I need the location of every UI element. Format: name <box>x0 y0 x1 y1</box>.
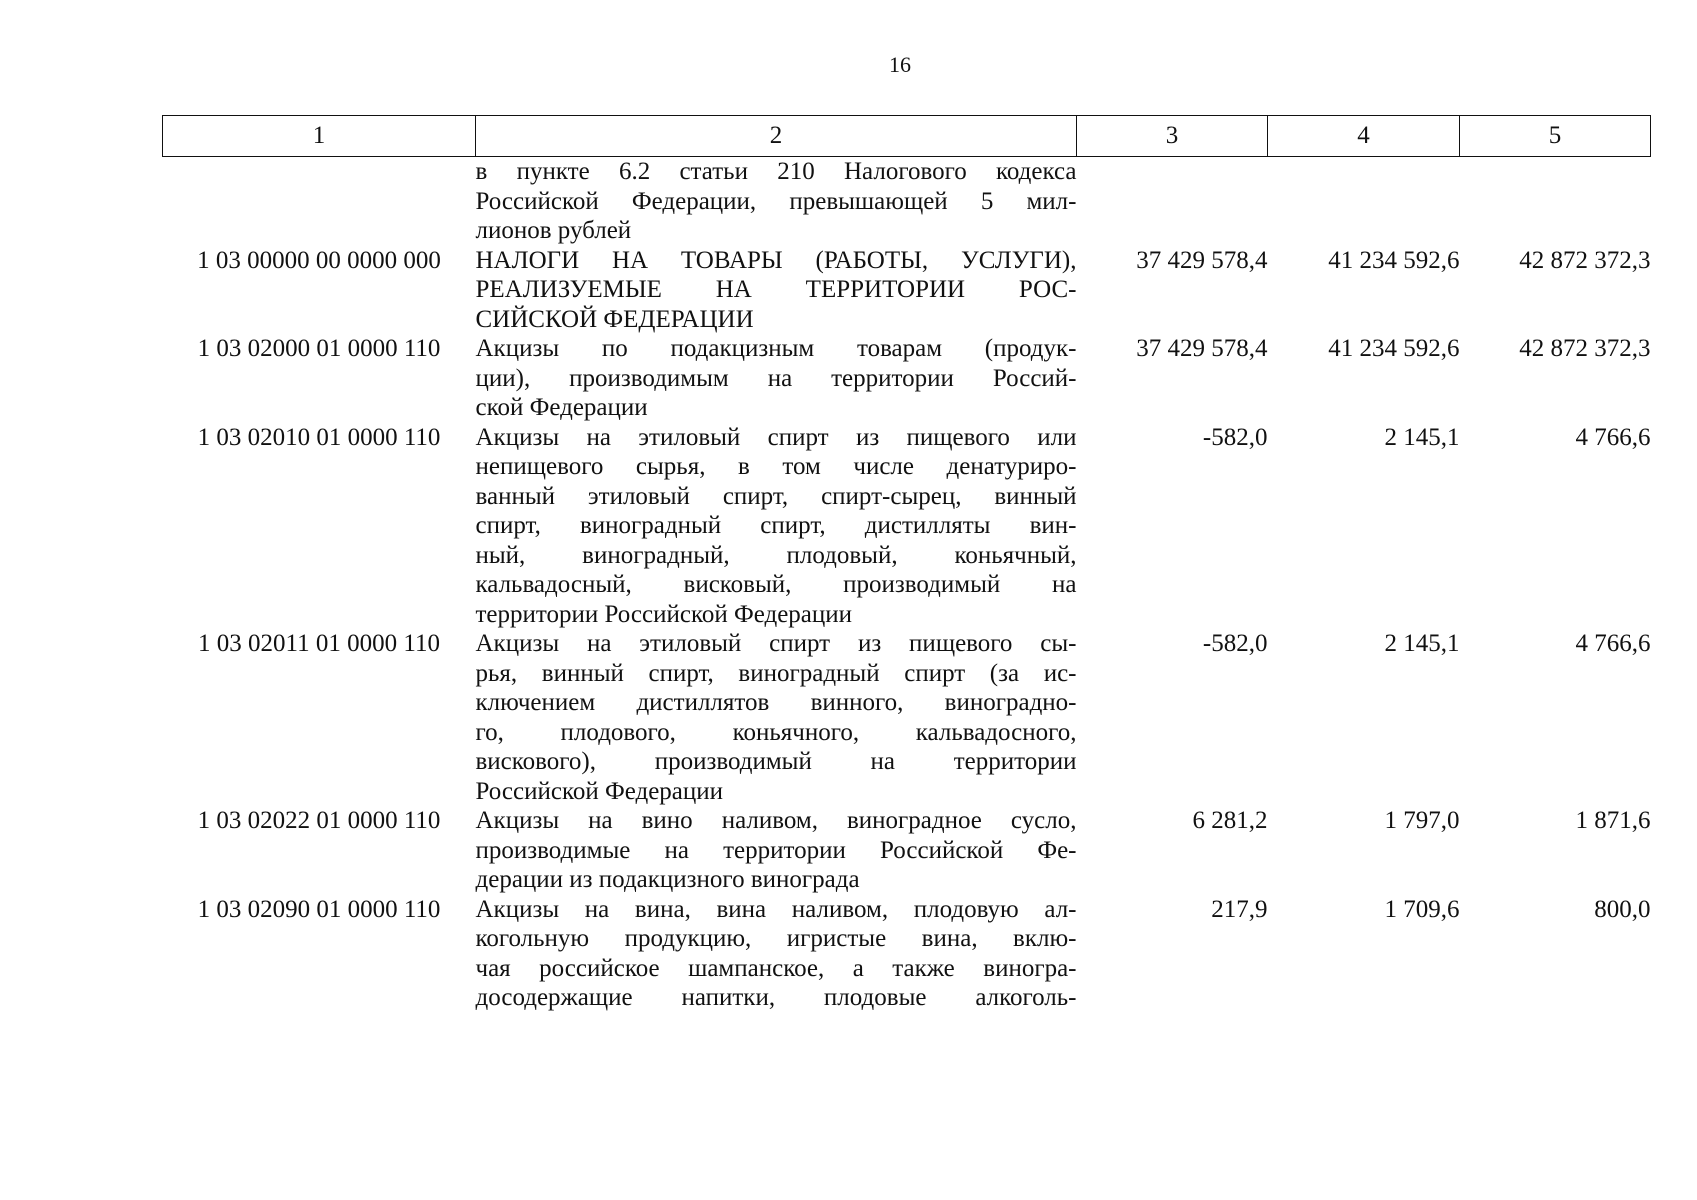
revenue-description <box>476 334 1077 423</box>
text-line: вискового), производимый на территории <box>475 748 1077 775</box>
text-line: непищевого сырья, в том числе денатуриро- <box>475 453 1077 480</box>
amount-col-3: 37 429 578,4 <box>1136 335 1268 362</box>
continuation-row <box>163 157 1651 246</box>
table-row <box>163 806 1651 895</box>
amount-col-5: 4 766,6 <box>1575 630 1651 657</box>
table-body <box>163 157 1651 1013</box>
amount-col-3: -582,0 <box>1202 630 1268 657</box>
amount-col-5: 42 872 372,3 <box>1519 335 1651 362</box>
amount-col-3: 37 429 578,4 <box>1136 246 1268 274</box>
text-line: СИЙСКОЙ ФЕДЕРАЦИИ <box>475 305 754 333</box>
revenue-description <box>476 246 1077 335</box>
page-number: 16 <box>889 52 911 77</box>
text-line: спирт, виноградный спирт, дистилляты вин- <box>475 512 1077 539</box>
amount-col-3: 6 281,2 <box>1192 807 1268 834</box>
text-line: Акцизы на вина, вина наливом, плодовую ал- <box>475 895 1077 923</box>
amount-col-5: 1 871,6 <box>1575 807 1651 834</box>
amount-col-3: 217,9 <box>1211 895 1268 923</box>
budget-code: 1 03 02011 01 0000 110 <box>198 630 440 657</box>
budget-code: 1 03 02022 01 0000 110 <box>197 807 441 834</box>
text-line: ключением дистиллятов винного, виноградно- <box>475 689 1077 716</box>
revenue-description <box>476 629 1077 806</box>
table-row <box>163 629 1651 806</box>
revenue-description <box>476 895 1077 1013</box>
column-header-1: 1 <box>163 116 476 157</box>
column-header-5: 5 <box>1460 116 1651 157</box>
amount-col-4: 2 145,1 <box>1384 423 1460 451</box>
text-line: ный, виноградный, плодовый, коньячный, <box>475 541 1077 569</box>
text-line: ции), производимым на территории Россий- <box>475 364 1077 392</box>
code-cell <box>163 157 476 246</box>
text-line: Акцизы на этиловый спирт из пищевого сы- <box>475 630 1077 657</box>
text-line: РЕАЛИЗУЕМЫЕ НА ТЕРРИТОРИИ РОС- <box>475 276 1077 303</box>
amount-col-4: 41 234 592,6 <box>1328 335 1460 362</box>
amount-col-4: 2 145,1 <box>1384 630 1460 657</box>
budget-code: 1 03 02090 01 0000 110 <box>197 895 441 923</box>
amount-col-5: 800,0 <box>1594 895 1651 923</box>
table-row <box>163 423 1651 630</box>
text-line: кальвадосный, висковый, производимый на <box>475 571 1077 598</box>
budget-code: 1 03 02000 01 0000 110 <box>197 335 441 362</box>
text-line: НАЛОГИ НА ТОВАРЫ (РАБОТЫ, УСЛУГИ), <box>475 246 1077 274</box>
text-line: дерации из подакцизного винограда <box>475 866 860 893</box>
table-row <box>163 246 1651 335</box>
amount-col-4: 1 797,0 <box>1384 807 1460 834</box>
column-header-4: 4 <box>1268 116 1460 157</box>
text-line: Акцизы по подакцизным товарам (продук- <box>475 335 1077 362</box>
text-line: Российской Федерации <box>475 777 724 805</box>
continuation-text <box>476 157 1077 246</box>
table-row <box>163 334 1651 423</box>
text-line: ской Федерации <box>475 394 648 421</box>
budget-code: 1 03 00000 00 0000 000 <box>197 246 441 274</box>
column-number-header-row <box>163 116 1651 157</box>
amount-col-4: 41 234 592,6 <box>1328 246 1460 274</box>
text-line: досодержащие напитки, плодовые алкоголь- <box>475 984 1077 1011</box>
amount-col-3: -582,0 <box>1202 423 1268 451</box>
column-header-2: 2 <box>476 116 1077 157</box>
budget-table <box>162 115 1651 1013</box>
revenue-description <box>476 423 1077 630</box>
amount-col-5: 42 872 372,3 <box>1519 246 1651 274</box>
text-line: в пункте 6.2 статьи 210 Налогового кодекса <box>475 158 1077 185</box>
text-line: когольную продукцию, игристые вина, вклю- <box>475 925 1077 952</box>
text-line: го, плодового, коньячного, кальвадосного, <box>475 718 1077 746</box>
amount-col-4: 1 709,6 <box>1384 895 1460 923</box>
budget-code: 1 03 02010 01 0000 110 <box>197 423 441 451</box>
text-line: ванный этиловый спирт, спирт-сырец, винный <box>475 482 1077 510</box>
text-line: Российской Федерации, превышающей 5 мил- <box>475 187 1077 215</box>
text-line: чая российское шампанское, а также виногра- <box>475 954 1077 982</box>
text-line: лионов рублей <box>475 217 632 244</box>
table-row <box>163 895 1651 1013</box>
text-line: территории Российской Федерации <box>475 600 853 628</box>
text-line: рья, винный спирт, виноградный спирт (за ис- <box>475 659 1077 687</box>
text-line: Акцизы на этиловый спирт из пищевого или <box>475 423 1077 451</box>
column-header-3: 3 <box>1077 116 1268 157</box>
text-line: производимые на территории Российской Фе- <box>475 836 1077 864</box>
text-line: Акцизы на вино наливом, виноградное сусло, <box>475 807 1077 834</box>
amount-col-5: 4 766,6 <box>1575 423 1651 451</box>
revenue-description <box>476 806 1077 895</box>
budget-table-container <box>162 115 1650 1013</box>
